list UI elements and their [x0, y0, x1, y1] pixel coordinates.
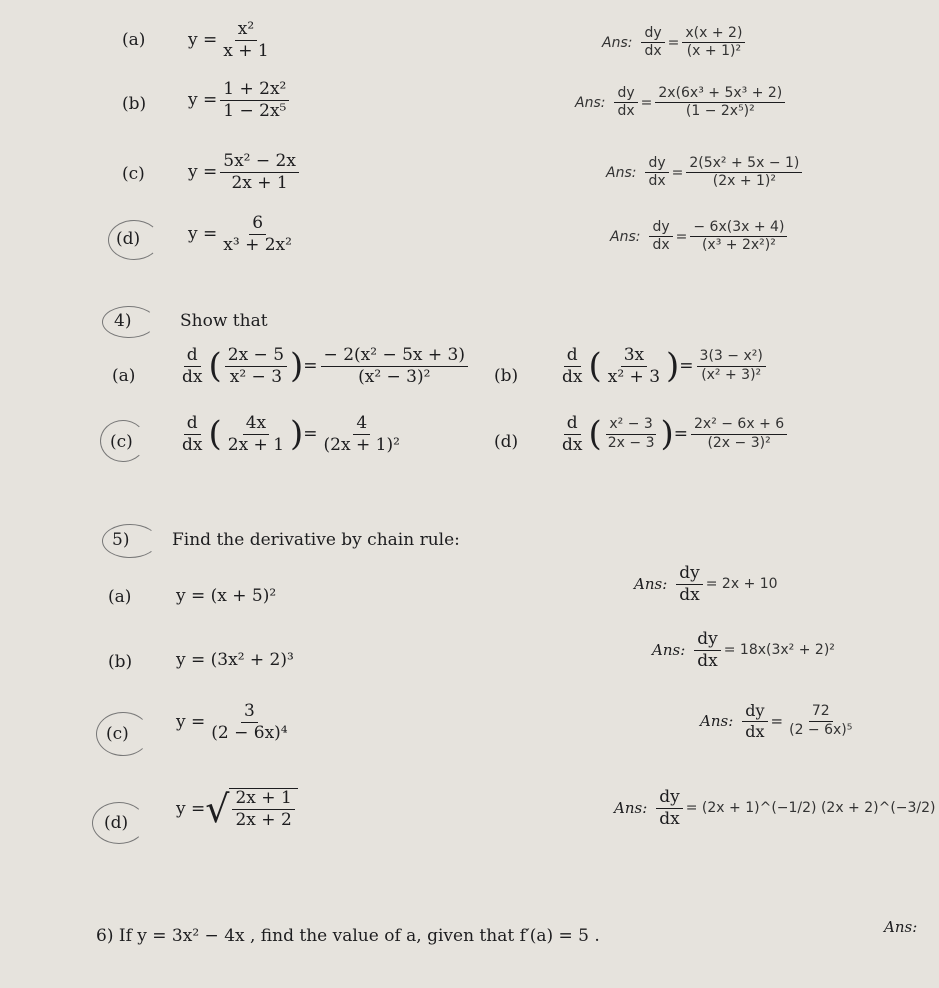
answer-label: Ans: — [884, 918, 918, 936]
question-number: 5) — [112, 530, 130, 550]
item-label: (d) — [104, 813, 129, 833]
item-label: (a) — [122, 30, 146, 50]
item-label: (a) — [112, 366, 136, 386]
answer-expression: Ans: $\frac{dy}{dx}$ = 2x + 10 — [634, 563, 778, 605]
item-label: (d) — [116, 229, 141, 249]
answer-expression: Ans: $\frac{dy}{dx}$ = 18x(3x² + 2)² — [652, 629, 835, 671]
problem-expression: y = √ $\frac{2x + 1}{2x + 2}$ — [176, 788, 298, 829]
show-that-d: $\frac{d}{dx}$ ( $\frac{\text{x² − 3}}{2x - 3}$ ) = $\frac{\text{2x² − 6x + 6}}{\text{(2x − 3)²}}$ — [556, 414, 790, 454]
question-title: Show that — [180, 311, 268, 331]
problem-expression: y = $\frac{\text{1 + 2x²}}{\text{1 − 2x⁵}}$ — [188, 80, 292, 120]
answer-expression: Ans: $\frac{dy}{dx}$ = $\frac{- 6x(3x + 4)}{\text{(x³ + 2x²)²}}$ — [610, 220, 790, 254]
answer-expression: Ans: $\frac{dy}{dx}$ = $\frac{72}{\text{(2 − 6x)⁵}}$ — [700, 701, 853, 741]
answer-expression: Ans: $\frac{dy}{dx}$ = $\frac{\text{2x(6x³ + 5x³ + 2)}}{\text{(1 − 2x⁵)²}}$ — [575, 86, 788, 120]
item-label: (d) — [494, 432, 519, 452]
problem-expression: y = $\frac{\text{5x² − 2x}}{2x + 1}$ — [188, 152, 302, 192]
handwritten-circle-mark — [102, 524, 158, 558]
question-number: 4) — [114, 311, 132, 331]
item-label: (b) — [494, 366, 519, 386]
square-root: √ $\frac{2x + 1}{2x + 2}$ — [205, 788, 298, 829]
item-label: (c) — [110, 432, 133, 452]
problem-expression: y = (x + 5)² — [176, 586, 277, 606]
item-label: (c) — [122, 164, 145, 184]
item-label: (a) — [108, 587, 132, 607]
show-that-b: $\frac{d}{dx}$ ( $\frac{3x}{\text{x² + 3}}$ ) = $\frac{\text{3(3 − x²)}}{\text{(x² + 3)²}}$ — [556, 346, 769, 386]
item-label: (b) — [122, 94, 147, 114]
answer-expression: Ans: $\frac{dy}{dx}$ = (2x + 1)^(−1/2) (2x + 2)^(−3/2) — [614, 787, 936, 829]
problem-expression: y = (3x² + 2)³ — [176, 650, 294, 670]
question-text: 6) If y = 3x² − 4x , find the value of a, given that f′(a) = 5 . — [96, 926, 600, 946]
item-label: (b) — [108, 652, 133, 672]
problem-expression: y = $\frac{6}{\text{x³ + 2x²}}$ — [188, 213, 292, 255]
problem-expression: y = $\frac{3}{\text{(2 − 6x)⁴}}$ — [176, 701, 288, 743]
show-that-c: $\frac{d}{dx}$ ( $\frac{4x}{2x + 1}$ ) = $\frac{4}{\text{(2x + 1)²}}$ — [182, 413, 400, 455]
answer-expression: Ans: $\frac{dy}{dx}$ = $\frac{\text{2(5x² + 5x − 1)}}{\text{(2x + 1)²}}$ — [606, 156, 805, 190]
problem-expression: y = $\frac{\text{x²}}{x + 1}$ — [188, 19, 269, 61]
answer-expression: Ans: $\frac{dy}{dx}$ = $\frac{x(x + 2)}{\text{(x + 1)²}}$ — [602, 26, 748, 60]
question-title: Find the derivative by chain rule: — [172, 530, 460, 550]
show-that-a: $\frac{d}{dx}$ ( $\frac{2x - 5}{\text{x² − 3}}$ ) = $\frac{\text{− 2(x² − 5x + 3)}}{\text{(x² − 3)²}}$ — [176, 346, 471, 386]
item-label: (c) — [106, 724, 129, 744]
